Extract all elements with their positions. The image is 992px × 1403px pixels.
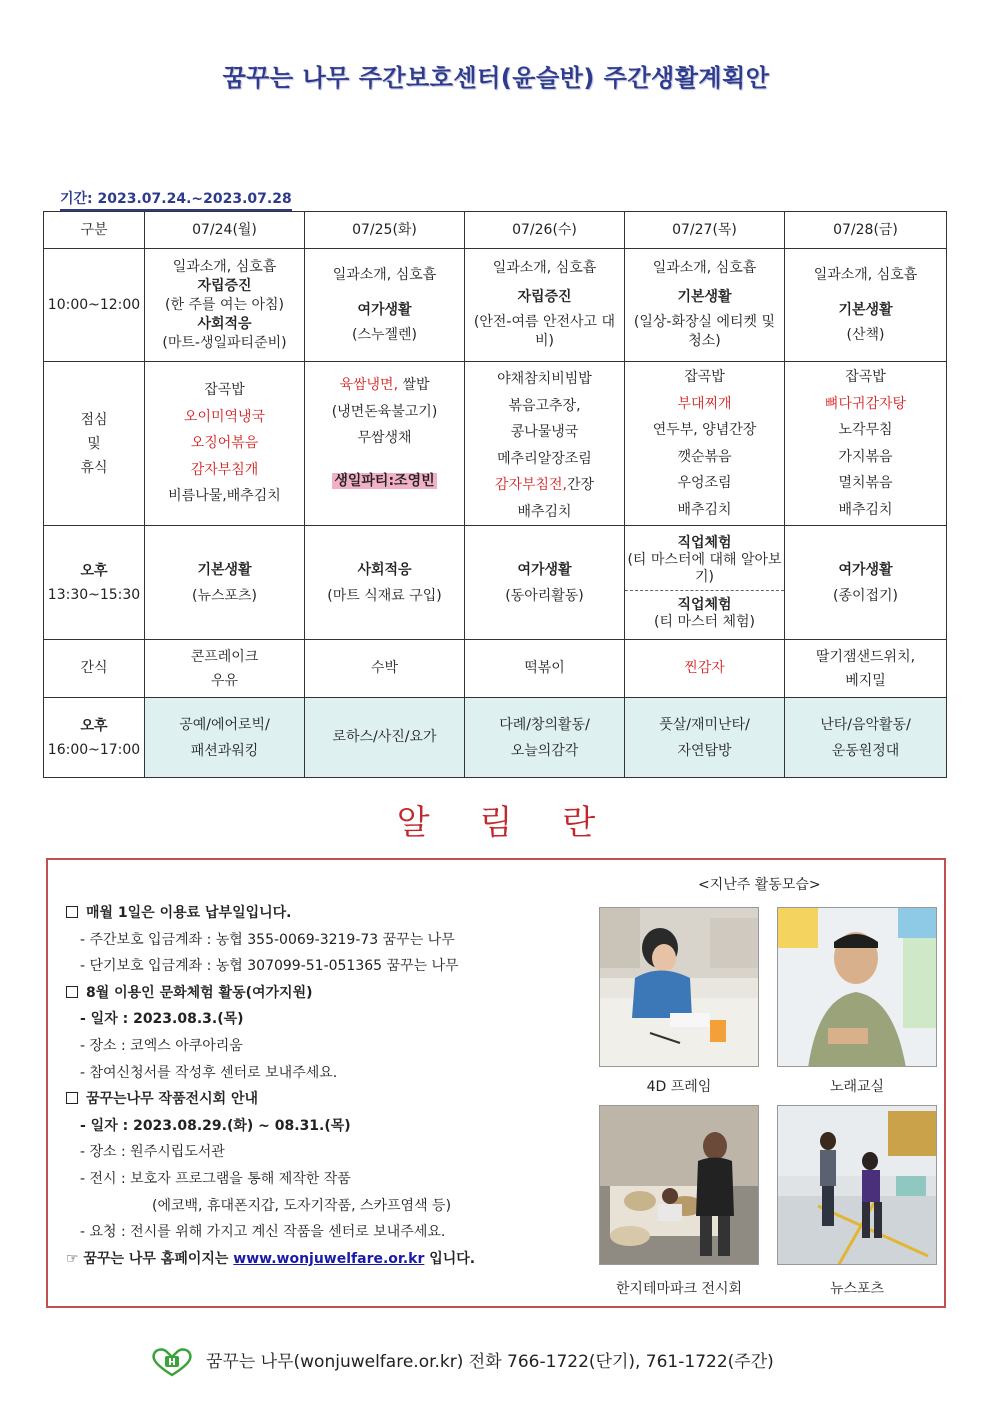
table-cell: 공예/에어로빅/ 패션과워킹: [145, 698, 305, 778]
table-header-row: [44, 212, 947, 249]
notice-item: 꿈꾸는나무 작품전시회 안내: [66, 1086, 606, 1113]
table-cell: 찐감자: [625, 640, 785, 698]
activity-photo-4d-frame: [599, 907, 759, 1067]
header-cell: 07/26(수): [465, 212, 625, 249]
table-cell: 잡곡밥 뼈다귀감자탕 노각무침 가지볶음 멸치볶음 배추김치: [785, 362, 947, 526]
row-label: 오후 16:00~17:00: [44, 698, 145, 778]
notice-item: - 일자 : 2023.08.29.(화) ~ 08.31.(목): [80, 1117, 351, 1134]
header-cell: 구분: [44, 212, 145, 249]
notice-item: - 장소 : 코엑스 아쿠아리움: [80, 1037, 243, 1054]
table-cell: 다례/창의활동/ 오늘의감각: [465, 698, 625, 778]
table-cell: 사회적응 (마트 식재료 구입): [305, 526, 465, 640]
table-cell: 일과소개, 심호흡 기본생활 (일상-화장실 에티켓 및 청소): [625, 249, 785, 362]
checkbox-icon: [66, 1092, 78, 1104]
checkbox-icon: [66, 986, 78, 998]
table-cell: 딸기잼샌드위치, 베지밀: [785, 640, 947, 698]
table-row: [44, 526, 947, 640]
header-cell: 07/25(화): [305, 212, 465, 249]
table-cell: 난타/음악활동/ 운동원정대: [785, 698, 947, 778]
notice-item: 매월 1일은 이용료 납부일입니다.: [66, 900, 606, 927]
table-cell: 일과소개, 심호흡 자립증진 (안전-여름 안전사고 대비): [465, 249, 625, 362]
table-cell: 일과소개, 심호흡 기본생활 (산책): [785, 249, 947, 362]
table-cell: 떡볶이: [465, 640, 625, 698]
notice-item: - 단기보호 입금계좌 : 농협 307099-51-051365 꿈꾸는 나무: [80, 958, 459, 975]
table-cell: 육쌈냉면, 쌀밥 (냉면돈육불고기) 무쌈생채 생일파티:조영빈: [305, 362, 465, 526]
footer-contact: 꿈꾸는 나무(wonjuwelfare.or.kr) 전화 766-1722(단기), 761-1722(주간): [206, 1352, 774, 1372]
notice-item: (에코백, 휴대폰지갑, 도자기작품, 스카프염색 등): [152, 1197, 452, 1214]
notice-item: - 장소 : 원주시립도서관: [80, 1144, 225, 1161]
header-cell: 07/24(월): [145, 212, 305, 249]
table-row: [44, 362, 947, 526]
row-label: 10:00~12:00: [44, 249, 145, 362]
notice-heading: 알림란: [396, 803, 646, 843]
table-cell: 여가생활 (동아리활동): [465, 526, 625, 640]
notice-item: - 주간보호 입금계좌 : 농협 355-0069-3219-73 꿈꾸는 나무: [80, 931, 455, 948]
table-cell: 일과소개, 심호흡 여가생활 (스누젤렌): [305, 249, 465, 362]
page-title: 꿈꾸는 나무 주간보호센터(윤슬반) 주간생활계획안: [222, 64, 770, 92]
table-row: [44, 640, 947, 698]
notice-box: [46, 858, 946, 1308]
photos-caption: <지난주 활동모습>: [698, 877, 821, 893]
table-cell: 잡곡밥 부대찌개 연두부, 양념간장 깻순볶음 우엉조림 배추김치: [625, 362, 785, 526]
table-row: [44, 698, 947, 778]
notice-list: [66, 900, 606, 1272]
table-cell: 기본생활 (뉴스포츠): [145, 526, 305, 640]
table-cell: 풋살/재미난타/ 자연탐방: [625, 698, 785, 778]
row-label: 간식: [44, 640, 145, 698]
photo-caption: 한지테마파크 전시회: [615, 1281, 743, 1297]
weekly-plan-table: [43, 211, 947, 778]
homepage-notice: ☞ 꿈꾸는 나무 홈페이지는 www.wonjuwelfare.or.kr 입니다.: [66, 1250, 476, 1267]
notice-item: - 일자 : 2023.08.3.(목): [80, 1011, 244, 1028]
header-cell: 07/27(목): [625, 212, 785, 249]
table-cell: 수박: [305, 640, 465, 698]
table-cell: 로하스/사진/요가: [305, 698, 465, 778]
photo-caption: 노래교실: [829, 1079, 885, 1095]
photo-caption: 뉴스포츠: [829, 1281, 885, 1297]
birthday-highlight: 생일파티:조영빈: [334, 472, 435, 489]
table-cell: 야채참치비빔밥 볶음고추장, 콩나물냉국 메추리알장조림 감자부침전,간장 배추김치: [465, 362, 625, 526]
table-row: [44, 249, 947, 362]
row-label: 점심 및 휴식: [44, 362, 145, 526]
footer: [150, 1347, 870, 1377]
table-cell: 잡곡밥 오이미역냉국 오징어볶음 감자부침개 비름나물,배추김치: [145, 362, 305, 526]
activity-photo-singing: [777, 907, 937, 1067]
notice-item: - 전시 : 보호자 프로그램을 통해 제작한 작품: [80, 1170, 351, 1187]
checkbox-icon: [66, 906, 78, 918]
activity-photo-exhibition: [599, 1105, 759, 1265]
table-cell: 직업체험 (티 마스터에 대해 알아보기) 직업체험 (티 마스터 체험): [625, 526, 785, 640]
homepage-link[interactable]: www.wonjuwelfare.or.kr: [233, 1250, 425, 1267]
notice-item: - 참여신청서를 작성후 센터로 보내주세요.: [80, 1064, 338, 1081]
heart-logo-icon: [150, 1347, 194, 1387]
header-cell: 07/28(금): [785, 212, 947, 249]
table-cell: 콘프레이크 우유: [145, 640, 305, 698]
period-label: 기간: 2023.07.24.~2023.07.28: [60, 190, 292, 211]
table-cell: 여가생활 (종이접기): [785, 526, 947, 640]
notice-item: 8월 이용인 문화체험 활동(여가지원): [66, 980, 606, 1007]
photo-caption: 4D 프레임: [646, 1079, 712, 1095]
table-cell: 일과소개, 심호흡 자립증진 (한 주를 여는 아침) 사회적응 (마트-생일파티준비): [145, 249, 305, 362]
notice-item: - 요청 : 전시를 위해 가지고 계신 작품을 센터로 보내주세요.: [80, 1224, 446, 1241]
activity-photo-new-sports: [777, 1105, 937, 1265]
row-label: 오후 13:30~15:30: [44, 526, 145, 640]
